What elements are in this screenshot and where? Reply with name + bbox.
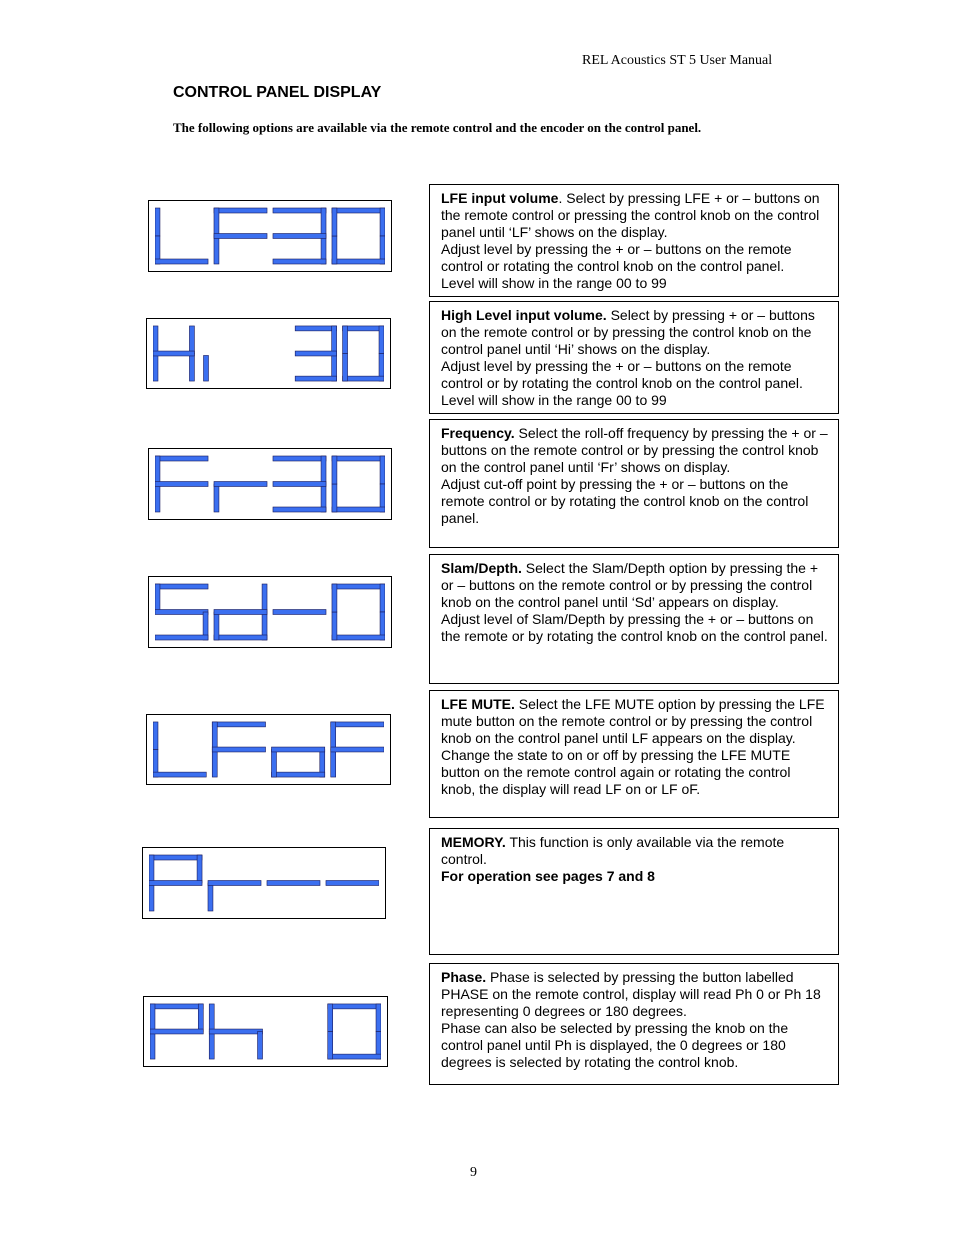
description-title: MEMORY. [441, 834, 506, 850]
lcd-segment [380, 456, 385, 484]
lcd-segment [328, 1004, 333, 1032]
description-lfe-volume [429, 184, 839, 297]
lcd-character [328, 1004, 381, 1059]
description-line: Select the Slam/Depth option by pressing the + or – buttons on the remote control or by pressing the control knob on the control panel until ‘Sd’ appears on display. [441, 560, 819, 610]
lcd-segments [153, 323, 384, 384]
lcd-segment [258, 1032, 263, 1060]
description-line: Select the roll-off frequency by pressing the + or – buttons on the remote control or by pressing the control knob on the control panel until ‘Fr’ shows on display. [441, 425, 828, 475]
lcd-segment [295, 326, 336, 331]
lcd-character [153, 326, 194, 381]
lcd-segment [155, 208, 160, 236]
lcd-display-lfe-volume [148, 200, 392, 272]
description-line: Select the LFE MUTE option by pressing the LFE mute button on the remote control or by pressing the control knob on the control panel until LF appears on the display. [441, 696, 825, 746]
description-line: Adjust level of Slam/Depth by pressing the + or – buttons on the remote or by rotating the control knob on the control panel. [441, 611, 828, 644]
lcd-segment [273, 482, 326, 487]
lcd-segments [150, 1001, 381, 1062]
lcd-segment [343, 326, 348, 354]
lcd-character [332, 456, 385, 512]
lcd-segment [155, 456, 160, 484]
lcd-segment [328, 1054, 381, 1059]
lcd-display-slam-depth [148, 576, 392, 648]
lcd-character [208, 881, 261, 912]
lcd-segment [273, 234, 326, 239]
lcd-segment [380, 584, 385, 612]
lcd-segment [376, 1004, 381, 1032]
lcd-character [209, 1004, 262, 1059]
lcd-display-high-level [146, 318, 391, 389]
lcd-character [332, 208, 385, 264]
lcd-segment [332, 259, 385, 264]
lcd-segment [214, 482, 267, 487]
lcd-segment [150, 1004, 155, 1032]
lcd-segment [331, 722, 384, 727]
lcd-segment [379, 326, 384, 354]
lcd-segments [155, 453, 385, 515]
lcd-segment [197, 855, 202, 883]
section-title: CONTROL PANEL DISPLAY [173, 84, 382, 101]
description-frequency [429, 419, 839, 548]
lcd-segment [212, 747, 265, 752]
description-slam-depth [429, 554, 839, 684]
lcd-character [273, 610, 326, 615]
lcd-segment [155, 456, 208, 461]
lcd-segment [321, 456, 326, 484]
lcd-character [153, 722, 206, 777]
lcd-segments [149, 852, 379, 914]
description-high-level [429, 301, 839, 414]
lcd-segment [150, 1032, 155, 1060]
lcd-segment [332, 584, 337, 612]
lcd-segment [149, 855, 154, 883]
lcd-segment [332, 236, 337, 264]
description-line: . Select by pressing LFE + or – buttons on the remote control or pressing the control knob on the control panel until ‘LF’ shows on the display. [441, 190, 820, 240]
lcd-segment [214, 236, 219, 264]
description-line: Adjust cut-off point by pressing the + or – buttons on the remote control or by rotating the control knob on the control panel. [441, 476, 809, 526]
lcd-segment [332, 507, 385, 512]
lcd-segments [155, 205, 385, 267]
lcd-segment [153, 772, 206, 777]
description-title: Frequency. [441, 425, 515, 441]
lcd-character [155, 584, 208, 640]
lcd-character [214, 208, 267, 264]
lcd-segment [204, 355, 209, 381]
lcd-segment [150, 1029, 203, 1034]
lcd-segment [150, 1004, 203, 1009]
lcd-character [343, 326, 384, 381]
lcd-segment [214, 635, 267, 640]
lcd-character [271, 747, 324, 777]
description-memory [429, 828, 839, 955]
lcd-segment [214, 612, 219, 640]
lcd-segment [328, 1004, 381, 1009]
description-title: Phase. [441, 969, 487, 985]
lcd-segment [149, 883, 154, 911]
lcd-display-phase [143, 996, 388, 1067]
lcd-segment [273, 456, 326, 461]
lcd-segment [212, 722, 265, 727]
lcd-segment [295, 351, 336, 356]
lcd-segment [214, 610, 267, 615]
lcd-character [295, 326, 336, 381]
lcd-character [212, 722, 265, 777]
lcd-character [273, 456, 326, 512]
lcd-segment [153, 722, 158, 750]
page-number: 9 [470, 1165, 477, 1180]
lcd-segment [214, 208, 219, 236]
lcd-segment [332, 635, 385, 640]
lcd-segment [189, 354, 194, 382]
lcd-segment [295, 376, 336, 381]
lcd-segment [214, 208, 267, 213]
description-lfe-mute [429, 690, 839, 818]
lcd-character [331, 722, 384, 777]
description-title: Slam/Depth. [441, 560, 522, 576]
lcd-segment [208, 881, 261, 886]
lcd-segments [153, 719, 384, 780]
description-line: Phase is selected by pressing the button labelled PHASE on the remote control, display will read Ph 0 or Ph 18 representing 0 degrees or 180 degrees. [441, 969, 821, 1019]
lcd-segment [155, 484, 160, 512]
description-title: High Level input volume. [441, 307, 607, 323]
lcd-character [214, 482, 267, 513]
lcd-segment [267, 881, 320, 886]
description-line: Level will show in the range 00 to 99 [441, 392, 667, 408]
description-line: Adjust level by pressing the + or – buttons on the remote control or rotating the control knob on the control panel. [441, 241, 792, 274]
lcd-character [155, 208, 208, 264]
lcd-segment [155, 635, 208, 640]
lcd-segment [153, 354, 158, 382]
description-title: LFE MUTE. [441, 696, 515, 712]
lcd-character [332, 584, 385, 640]
lcd-segment [332, 456, 385, 461]
description-phase [429, 963, 839, 1085]
lcd-segment [332, 584, 385, 589]
lcd-segment [212, 750, 217, 778]
lcd-segment [328, 1032, 333, 1060]
lcd-character [267, 881, 320, 886]
lcd-segment [331, 747, 384, 752]
lcd-segment [208, 883, 213, 911]
lcd-character [155, 456, 208, 512]
lcd-segment [273, 259, 326, 264]
lcd-display-memory [142, 847, 386, 919]
lcd-character [326, 881, 379, 886]
lcd-segment [271, 772, 324, 777]
lcd-segment [149, 881, 202, 886]
lcd-segment [331, 722, 336, 750]
description-line: Phase can also be selected by pressing the knob on the control panel until Ph is displayed, the 0 degrees or 180 degrees is selected by rotating the control knob. [441, 1020, 789, 1070]
lcd-segment [149, 855, 202, 860]
lcd-segment [271, 750, 276, 778]
lcd-display-frequency [148, 448, 392, 520]
lcd-segment [209, 1029, 262, 1034]
description-line: Adjust level by pressing the + or – buttons on the remote control or by rotating the control knob on the control panel. [441, 358, 803, 391]
lcd-segment [332, 612, 337, 640]
lcd-character [214, 584, 267, 640]
lcd-segment [155, 482, 208, 487]
lcd-segment [214, 234, 267, 239]
lcd-segment [343, 326, 384, 331]
lcd-character [149, 855, 202, 911]
lcd-segment [214, 484, 219, 512]
description-line: Change the state to on or off by pressing the LFE MUTE button on the remote control again or rotating the control knob, the display will read LF on or LF oF. [441, 747, 791, 797]
lcd-segments [155, 581, 385, 643]
lcd-segment [331, 750, 336, 778]
description-line: Level will show in the range 00 to 99 [441, 275, 667, 291]
lcd-segment [332, 326, 337, 354]
lcd-segment [271, 747, 324, 752]
lcd-segment [273, 208, 326, 213]
lcd-segment [155, 610, 208, 615]
intro-text: The following options are available via the remote control and the encoder on the control panel. [173, 120, 702, 135]
lcd-segment [332, 484, 337, 512]
lcd-segment [332, 208, 385, 213]
running-header: REL Acoustics ST 5 User Manual [582, 53, 773, 68]
lcd-segment [209, 1004, 214, 1032]
description-title: LFE input volume [441, 190, 559, 206]
lcd-display-lfe-mute [146, 714, 391, 785]
lcd-character [150, 1004, 203, 1059]
lcd-segment [153, 326, 158, 354]
description-note: For operation see pages 7 and 8 [441, 868, 655, 884]
lcd-segment [262, 584, 267, 612]
lcd-segment [189, 326, 194, 354]
lcd-segment [155, 259, 208, 264]
lcd-segment [380, 208, 385, 236]
lcd-segment [332, 208, 337, 236]
lcd-segment [326, 881, 379, 886]
lcd-character [273, 208, 326, 264]
description-line: This function is only available via the remote control. [441, 834, 785, 867]
lcd-segment [273, 507, 326, 512]
lcd-segment [155, 584, 208, 589]
description-line: Select by pressing + or – buttons on the remote control or by pressing the control knob on the control panel until ‘Hi’ shows on the display. [441, 307, 815, 357]
lcd-segment [212, 722, 217, 750]
lcd-segment [209, 1032, 214, 1060]
lcd-character [204, 355, 209, 381]
lcd-segment [343, 354, 348, 382]
lcd-segment [343, 376, 384, 381]
lcd-segment [332, 456, 337, 484]
lcd-segment [153, 351, 194, 356]
lcd-segment [198, 1004, 203, 1032]
lcd-segment [155, 584, 160, 612]
lcd-segment [273, 610, 326, 615]
lcd-segment [321, 208, 326, 236]
